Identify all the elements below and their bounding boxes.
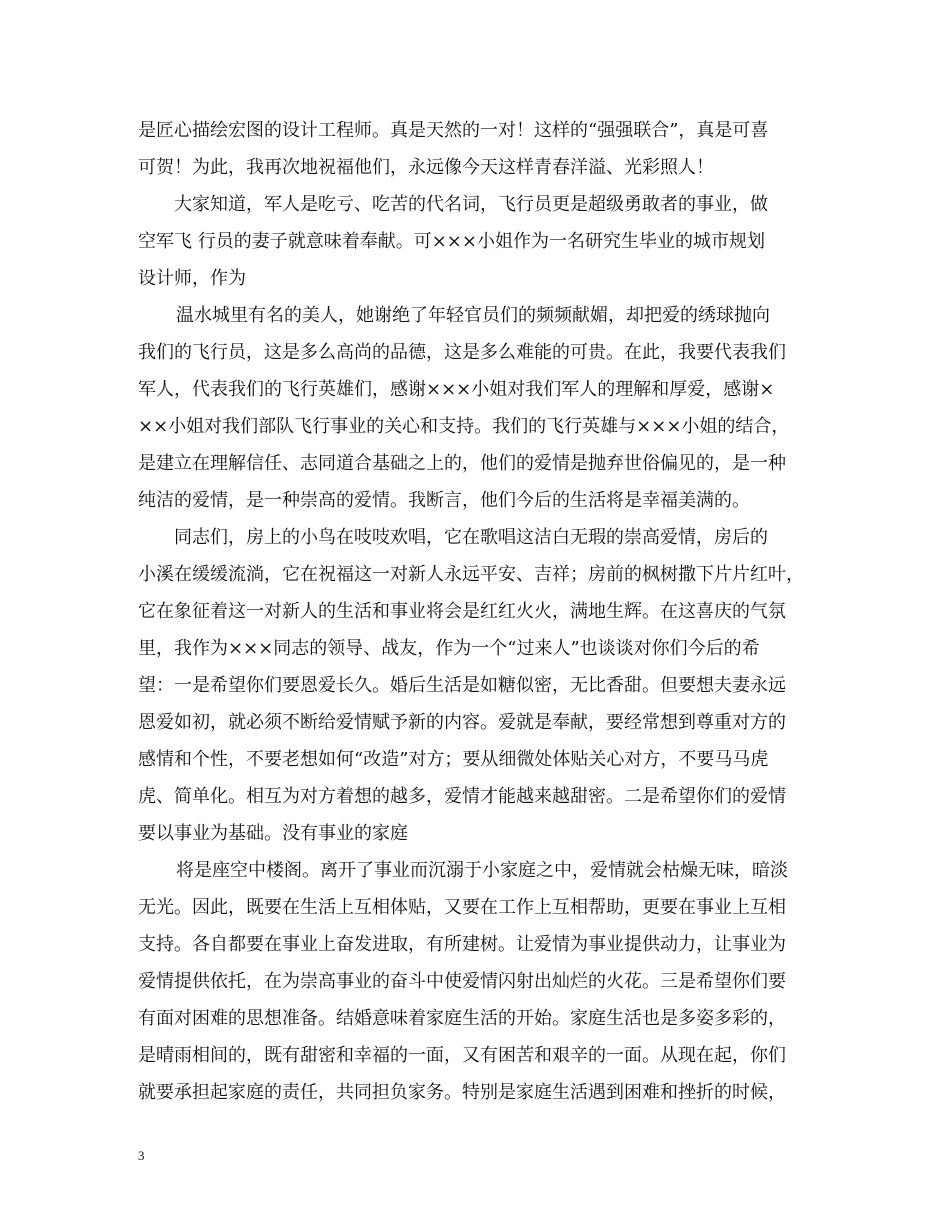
text-line: 恩爱如初，就必须不断给爱情赋予新的内容。爱就是奉献，要经常想到尊重对方的 [138,712,786,733]
text-line: 望：一是希望你们要恩爱长久。婚后生活是如糖似密，无比香甜。但要想夫妻永远 [138,675,786,696]
text-line: 要以事业为基础。没有事业的家庭 [138,823,408,844]
text-line: 大家知道，军人是吃亏、吃苦的代名词，飞行员更是超级勇敢者的事业，做 [174,194,768,215]
text-line: 是晴雨相间的，既有甜密和幸福的一面，又有困苦和艰辛的一面。从现在起，你们 [138,1045,786,1066]
text-line: 是匠心描绘宏图的设计工程师。真是天然的一对！这样的“强强联合”，真是可喜 [138,120,769,141]
text-line: 爱情提供依托，在为崇高事业的奋斗中使爱情闪射出灿烂的火花。三是希望你们要 [138,971,786,992]
text-line: 温水城里有名的美人，她谢绝了年轻官员们的频频献媚，却把爱的绣球抛向 [176,305,770,326]
text-line: 同志们，房上的小鸟在吱吱欢唱，它在歌唱这洁白无瑕的崇高爱情，房后的 [174,527,768,548]
text-line: 小溪在缓缓流淌，它在祝福这一对新人永远平安、吉祥；房前的枫树撒下片片红叶， [138,564,804,585]
text-line: 是建立在理解信任、志同道合基础之上的，他们的爱情是抛弃世俗偏见的，是一种 [138,453,786,474]
text-line: 里，我作为×××同志的领导、战友，作为一个“过来人”也谈谈对你们今后的希 [138,638,760,659]
text-line: 纯洁的爱情，是一种崇高的爱情。我断言，他们今后的生活将是幸福美满的。 [138,490,750,511]
text-line: 就要承担起家庭的责任，共同担负家务。特别是家庭生活遇到困难和挫折的时候， [138,1082,786,1103]
text-line: 空军飞 行员的妻子就意味着奉献。可×××小姐作为一名研究生毕业的城市规划 [138,231,765,252]
text-line: 无光。因此，既要在生活上互相体贴，又要在工作上互相帮助，更要在事业上互相 [138,897,786,918]
text-line: 我们的飞行员，这是多么高尚的品德，这是多么难能的可贵。在此，我要代表我们 [138,342,786,363]
text-line: 可贺！为此，我再次地祝福他们，永远像今天这样青春洋溢、光彩照人！ [138,157,714,178]
text-line: 将是座空中楼阁。离开了事业而沉溺于小家庭之中，爱情就会枯燥无味，暗淡 [176,860,788,881]
text-line: ××小姐对我们部队飞行事业的关心和支持。我们的飞行英雄与×××小姐的结合， [138,416,790,437]
text-line: 有面对困难的思想准备。结婚意味着家庭生活的开始。家庭生活也是多姿多彩的， [138,1008,786,1029]
text-line: 设计师，作为 [138,268,246,289]
page-number: 3 [138,1148,145,1163]
body-text [138,112,818,1111]
text-line: 军人，代表我们的飞行英雄们，感谢×××小姐对我们军人的理解和厚爱，感谢× [138,379,775,400]
text-line: 虎、简单化。相互为对方着想的越多，爱情才能越来越甜密。二是希望你们的爱情 [138,786,786,807]
text-line: 它在象征着这一对新人的生活和事业将会是红红火火，满地生辉。在这喜庆的气氛 [138,601,786,622]
text-line: 感情和个性，不要老想如何“改造”对方；要从细微处体贴关心对方，不要马马虎 [138,749,769,770]
text-line: 支持。各自都要在事业上奋发进取，有所建树。让爱情为事业提供动力，让事业为 [138,934,786,955]
